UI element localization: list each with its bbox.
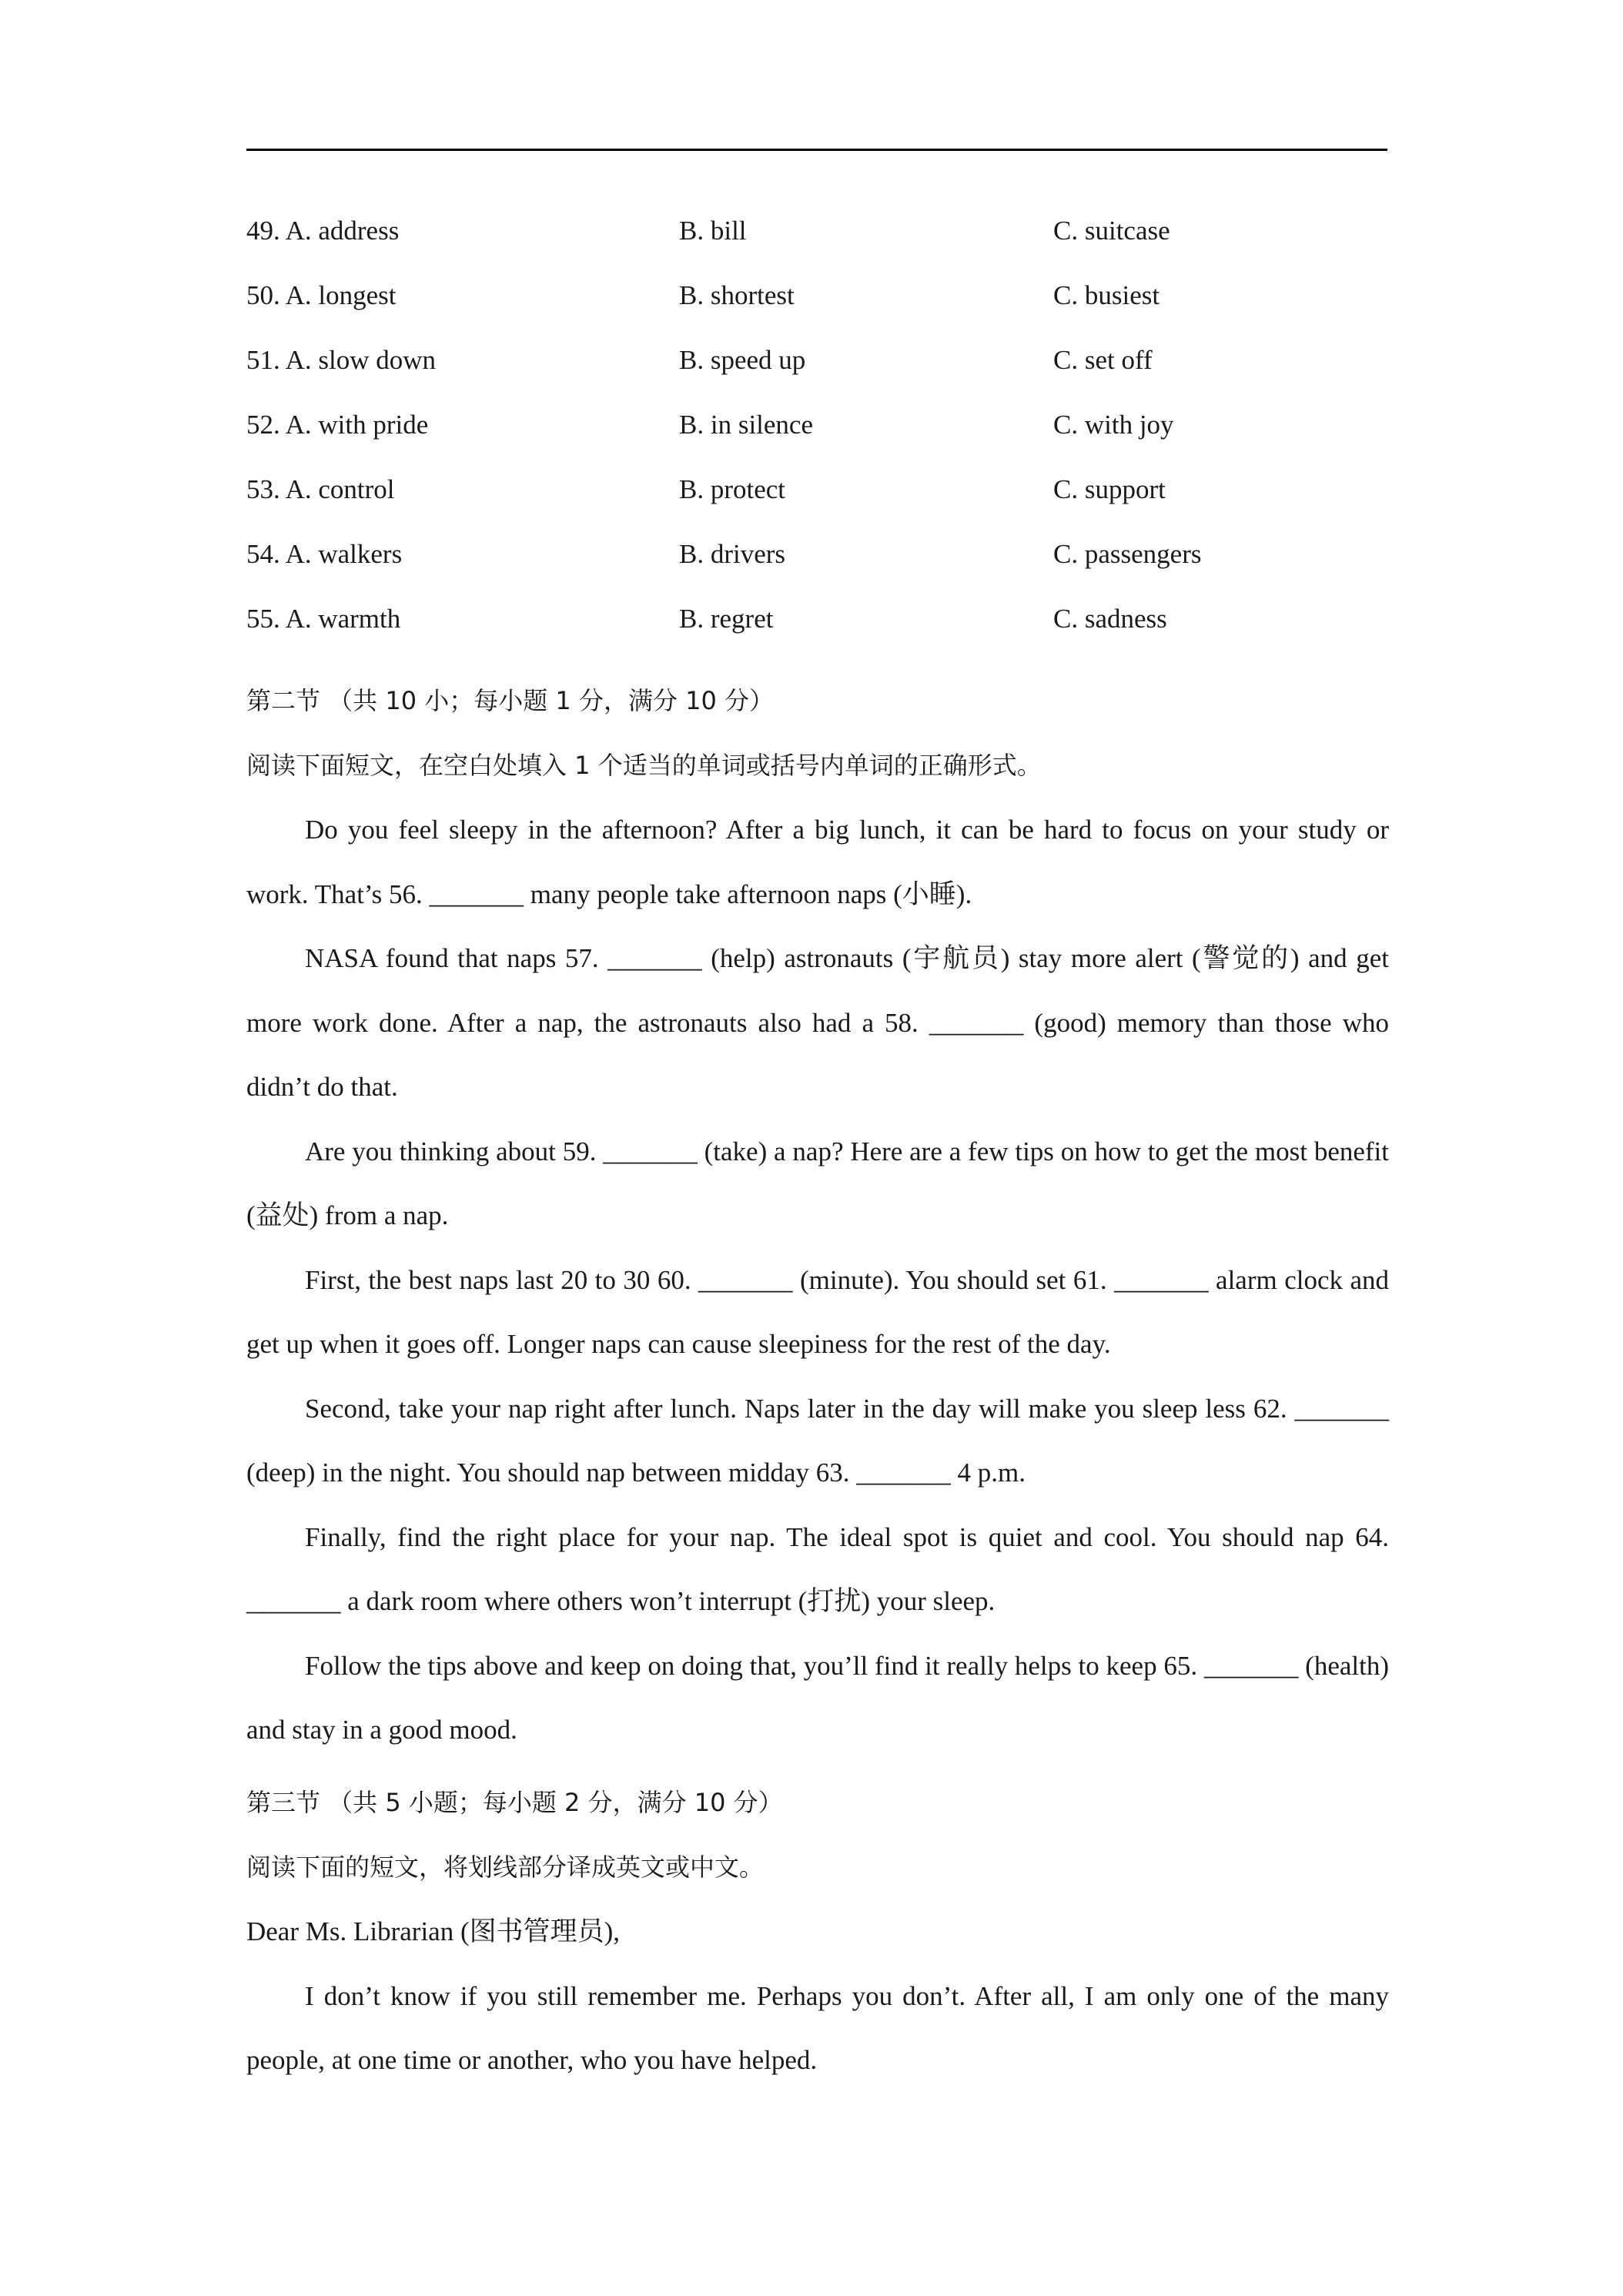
passage-paragraph: Finally, find the right place for your nap. The ideal spot is quiet and cool. You should nap 64. _______ a dark room where others won’t interrupt (打扰) your sleep. — [246, 1521, 1389, 1616]
option-b: B. speed up — [679, 345, 806, 375]
option-a: 54. A. walkers — [246, 539, 403, 569]
option-a: 55. A. warmth — [246, 604, 401, 634]
header-rule — [246, 149, 1387, 151]
option-row-55 — [246, 596, 1389, 661]
option-row-54 — [246, 531, 1389, 596]
page-content — [246, 208, 1389, 2093]
passage-paragraph: NASA found that naps 57. _______ (help) astronauts (宇航员) stay more alert (警觉的) and get more work done. After a nap, the astronauts also had a 58. _______ (good) memory than those who didn’t do that. — [246, 943, 1389, 1102]
passage-paragraph: Do you feel sleepy in the afternoon? After a big lunch, it can be hard to focus on your study or work. That’s 56. _______ many people take afternoon naps (小睡). — [246, 815, 1389, 909]
option-row-49 — [246, 208, 1389, 273]
option-row-50 — [246, 273, 1389, 337]
options-list — [246, 208, 1389, 661]
option-a: 52. A. with pride — [246, 410, 429, 440]
option-c: C. set off — [1053, 345, 1153, 375]
option-a: 50. A. longest — [246, 280, 397, 310]
option-row-52 — [246, 402, 1389, 467]
option-c: C. with joy — [1053, 410, 1174, 440]
section2-instruction: 阅读下面短文，在空白处填入 1 个适当的单词或括号内单词的正确形式。 — [246, 751, 1042, 780]
option-b: B. regret — [679, 604, 774, 634]
option-b: B. protect — [679, 474, 786, 504]
option-row-53 — [246, 467, 1389, 531]
passage-paragraph: Are you thinking about 59. _______ (take) a nap? Here are a few tips on how to get the most benefit (益处) from a nap. — [246, 1136, 1389, 1230]
option-b: B. in silence — [679, 410, 813, 440]
passage-paragraph: Second, take your nap right after lunch. Naps later in the day will make you sleep less 62. _______ (deep) in the night. You should nap between midday 63. _______ 4 p.m. — [246, 1393, 1389, 1488]
option-b: B. drivers — [679, 539, 786, 569]
passage-paragraph: First, the best naps last 20 to 30 60. _______ (minute). You should set 61. _______ alarm clock and get up when it goes off. Longer naps can cause sleepiness for the rest of the day. — [246, 1264, 1389, 1359]
option-b: B. bill — [679, 216, 747, 246]
option-a: 53. A. control — [246, 474, 395, 504]
option-c: C. busiest — [1053, 280, 1160, 310]
section3-heading: 第三节 （共 5 小题；每小题 2 分，满分 10 分） — [246, 1787, 783, 1817]
option-c: C. support — [1053, 474, 1166, 504]
passage-paragraph: Follow the tips above and keep on doing that, you’ll find it really helps to keep 65. _______ (health) and stay in a good mood. — [246, 1650, 1389, 1745]
letter-salutation: Dear Ms. Librarian (图书管理员), — [246, 1916, 621, 1946]
section2-passage — [246, 798, 1389, 1762]
option-a: 49. A. address — [246, 216, 400, 246]
option-row-51 — [246, 337, 1389, 402]
option-c: C. passengers — [1053, 539, 1202, 569]
option-a: 51. A. slow down — [246, 345, 436, 375]
option-b: B. shortest — [679, 280, 795, 310]
option-c: C. sadness — [1053, 604, 1167, 634]
letter-paragraph: I don’t know if you still remember me. Perhaps you don’t. After all, I am only one of the many people, at one time or another, who you have helped. — [246, 1980, 1389, 2075]
option-c: C. suitcase — [1053, 216, 1170, 246]
section3-instruction: 阅读下面的短文，将划线部分译成英文或中文。 — [246, 1852, 765, 1882]
section2-heading: 第二节 （共 10 小；每小题 1 分，满分 10 分） — [246, 686, 775, 715]
